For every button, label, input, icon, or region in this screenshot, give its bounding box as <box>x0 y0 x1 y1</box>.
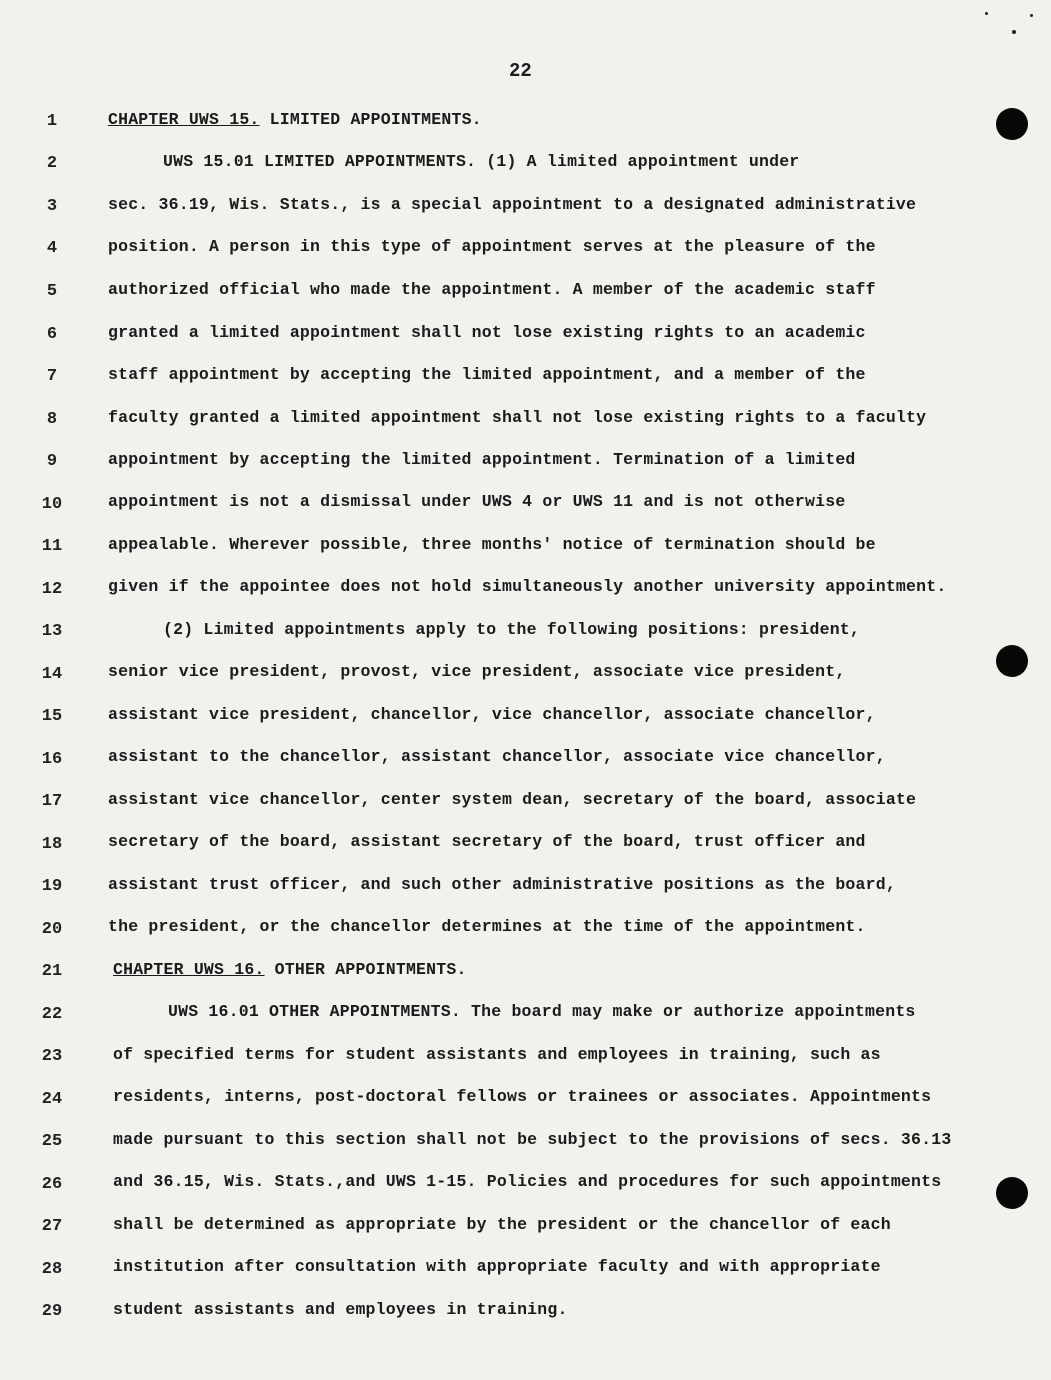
text-line-19: assistant trust officer, and such other administrative positions as the board, <box>108 875 896 894</box>
chapter-title: OTHER APPOINTMENTS. <box>264 960 467 979</box>
line-number-6: 6 <box>46 325 58 344</box>
text-line-11: appealable. Wherever possible, three months' notice of termination should be <box>108 535 876 554</box>
text-line-13: (2) Limited appointments apply to the following positions: president, <box>163 620 861 639</box>
line-number-3: 3 <box>46 197 58 216</box>
text-line-14: senior vice president, provost, vice president, associate vice president, <box>108 662 846 681</box>
line-number-17: 17 <box>41 792 63 811</box>
text-line-21 <box>113 960 467 979</box>
scan-speck <box>1030 14 1033 17</box>
line-number-13: 13 <box>41 622 63 641</box>
line-number-29: 29 <box>41 1302 63 1321</box>
chapter-heading: CHAPTER UWS 16. <box>113 960 265 979</box>
line-number-11: 11 <box>41 537 63 556</box>
line-number-16: 16 <box>41 750 63 769</box>
text-line-29: student assistants and employees in training. <box>113 1300 568 1319</box>
line-number-22: 22 <box>41 1005 63 1024</box>
text-line-16: assistant to the chancellor, assistant chancellor, associate vice chancellor, <box>108 747 886 766</box>
punch-hole-middle <box>996 645 1028 677</box>
text-line-9: appointment by accepting the limited appointment. Termination of a limited <box>108 450 856 469</box>
line-number-1: 1 <box>46 112 58 131</box>
chapter-heading: CHAPTER UWS 15. <box>108 110 260 129</box>
line-number-2: 2 <box>46 154 58 173</box>
text-line-7: staff appointment by accepting the limited appointment, and a member of the <box>108 365 866 384</box>
text-line-22: UWS 16.01 OTHER APPOINTMENTS. The board may make or authorize appointments <box>168 1002 916 1021</box>
chapter-title: LIMITED APPOINTMENTS. <box>259 110 482 129</box>
line-number-4: 4 <box>46 239 58 258</box>
punch-hole-top <box>996 108 1028 140</box>
line-number-27: 27 <box>41 1217 63 1236</box>
text-line-8: faculty granted a limited appointment shall not lose existing rights to a faculty <box>108 408 927 427</box>
text-line-2: UWS 15.01 LIMITED APPOINTMENTS. (1) A limited appointment under <box>163 152 800 171</box>
line-number-28: 28 <box>41 1260 63 1279</box>
scan-speck <box>985 12 988 15</box>
punch-hole-bottom <box>996 1177 1028 1209</box>
line-number-21: 21 <box>41 962 63 981</box>
text-line-4: position. A person in this type of appointment serves at the pleasure of the <box>108 237 876 256</box>
text-line-3: sec. 36.19, Wis. Stats., is a special appointment to a designated administrative <box>108 195 917 214</box>
text-line-10: appointment is not a dismissal under UWS 4 or UWS 11 and is not otherwise <box>108 492 846 511</box>
scan-speck <box>1012 30 1016 34</box>
text-line-12: given if the appointee does not hold simultaneously another university appointment. <box>108 577 947 596</box>
line-number-7: 7 <box>46 367 58 386</box>
line-number-18: 18 <box>41 835 63 854</box>
line-number-10: 10 <box>41 495 63 514</box>
line-number-19: 19 <box>41 877 63 896</box>
text-line-28: institution after consultation with appropriate faculty and with appropriate <box>113 1257 881 1276</box>
text-line-26: and 36.15, Wis. Stats.,and UWS 1-15. Policies and procedures for such appointments <box>113 1172 942 1191</box>
line-number-25: 25 <box>41 1132 63 1151</box>
line-number-24: 24 <box>41 1090 63 1109</box>
line-number-14: 14 <box>41 665 63 684</box>
line-number-20: 20 <box>41 920 63 939</box>
text-line-15: assistant vice president, chancellor, vice chancellor, associate chancellor, <box>108 705 876 724</box>
line-number-15: 15 <box>41 707 63 726</box>
line-number-8: 8 <box>46 410 58 429</box>
text-line-6: granted a limited appointment shall not lose existing rights to an academic <box>108 323 866 342</box>
line-number-12: 12 <box>41 580 63 599</box>
line-number-23: 23 <box>41 1047 63 1066</box>
text-line-25: made pursuant to this section shall not be subject to the provisions of secs. 36.13 <box>113 1130 952 1149</box>
text-line-17: assistant vice chancellor, center system dean, secretary of the board, associate <box>108 790 917 809</box>
text-line-24: residents, interns, post-doctoral fellows or trainees or associates. Appointments <box>113 1087 932 1106</box>
text-line-20: the president, or the chancellor determines at the time of the appointment. <box>108 917 866 936</box>
line-number-26: 26 <box>41 1175 63 1194</box>
page-number: 22 <box>509 60 532 82</box>
line-number-5: 5 <box>46 282 58 301</box>
line-number-9: 9 <box>46 452 58 471</box>
text-line-23: of specified terms for student assistants and employees in training, such as <box>113 1045 881 1064</box>
text-line-5: authorized official who made the appointment. A member of the academic staff <box>108 280 876 299</box>
text-line-18: secretary of the board, assistant secretary of the board, trust officer and <box>108 832 866 851</box>
text-line-1 <box>108 110 482 129</box>
text-line-27: shall be determined as appropriate by the president or the chancellor of each <box>113 1215 891 1234</box>
